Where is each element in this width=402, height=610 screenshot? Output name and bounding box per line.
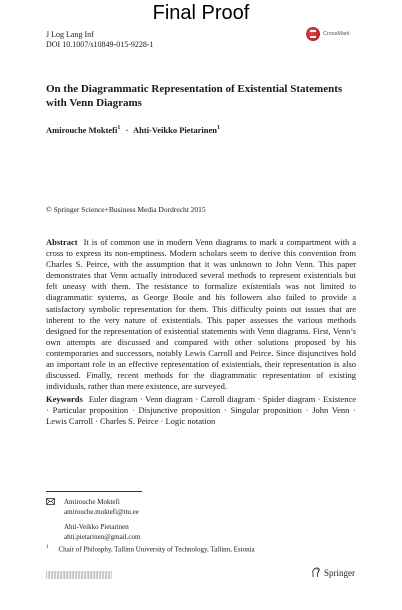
article-title: On the Diagrammatic Representation of Existential Statements with Venn Diagrams	[46, 83, 343, 109]
keywords-heading: Keywords	[46, 394, 83, 404]
publisher-name: Springer	[324, 567, 355, 578]
affiliation-footnote	[46, 545, 255, 553]
journal-name: J Log Lang Inf	[46, 30, 94, 39]
contact-name: Ahti-Veikko Pietarinen	[64, 523, 129, 531]
author-affiliation-mark: 1	[117, 125, 121, 132]
affiliation-text: Chair of Philosphy, Tallinn University of Technology, Tallinn, Estonia	[58, 545, 255, 554]
author-name: Amirouche Moktefi	[46, 125, 118, 135]
contact-name: Amirouche Moktefi	[64, 498, 120, 506]
abstract-text: It is of common use in modern Venn diagrams to mark a compartment with a cross to express its non-emptiness. Modern scholars seem to derive this convention from Charles S. Peirce, with the assumption that it was unknown to John Venn. This paper demonstrates that Venn actually introduced several methods to represent existentials but felt uneasy with them. The resistance to formalize existentials was not limited to diagrammatic systems, as George Boole and his followers also failed to provide a satisfactory symbolic representation for them. This difficulty points out issues that are inherent to the very nature of existentials. This paper assesses the various methods designed for the representation of existential statements with Venn diagrams. First, Venn’s own attempts are discussed and compared with other solutions proposed by his contemporaries and successors, notably Lewis Carroll and Peirce. Since disjunctives hold an important role in an effective representation of existentials, their representation is also discussed. Finally, recent methods for the diagrammatic representation of existing individuals, rather than mere existence, are surveyed.	[46, 237, 356, 392]
contact-email[interactable]: amirouche.moktefi@ttu.ee	[64, 508, 139, 516]
barcode-strip	[46, 571, 112, 579]
keywords-block	[46, 394, 356, 427]
final-proof-banner: Final Proof	[152, 2, 250, 24]
journal-doi: DOI 10.1007/s10849-015-9228-1	[46, 40, 154, 49]
publisher-logo	[311, 567, 355, 578]
affiliation-mark: 1	[46, 545, 49, 550]
crossmark-label: CrossMark	[323, 31, 350, 37]
copyright-notice: © Springer Science+Business Media Dordrecht 2015	[46, 205, 206, 214]
journal-info	[46, 30, 154, 50]
crossmark-icon	[306, 27, 320, 41]
crossmark-badge[interactable]	[306, 27, 350, 41]
contact-email[interactable]: ahti.pietarinen@gmail.com	[64, 533, 141, 541]
envelope-icon	[46, 498, 55, 505]
author-separator: ·	[125, 125, 129, 135]
author-line	[46, 125, 220, 135]
author-name: Ahti-Veikko Pietarinen	[133, 125, 217, 135]
abstract-block	[46, 237, 356, 392]
abstract-heading: Abstract	[46, 237, 78, 247]
footnote-divider	[46, 491, 142, 492]
keywords-text: Euler diagram · Venn diagram · Carroll diagram · Spider diagram · Existence · Particular proposition · Disjunctive proposition · Singular proposition · John Venn · Lewis Carroll · Charles S. Peirce · Logic notation	[46, 394, 356, 427]
corresponding-authors	[46, 497, 140, 542]
author-affiliation-mark: 1	[216, 125, 220, 132]
springer-horse-icon	[311, 567, 321, 578]
